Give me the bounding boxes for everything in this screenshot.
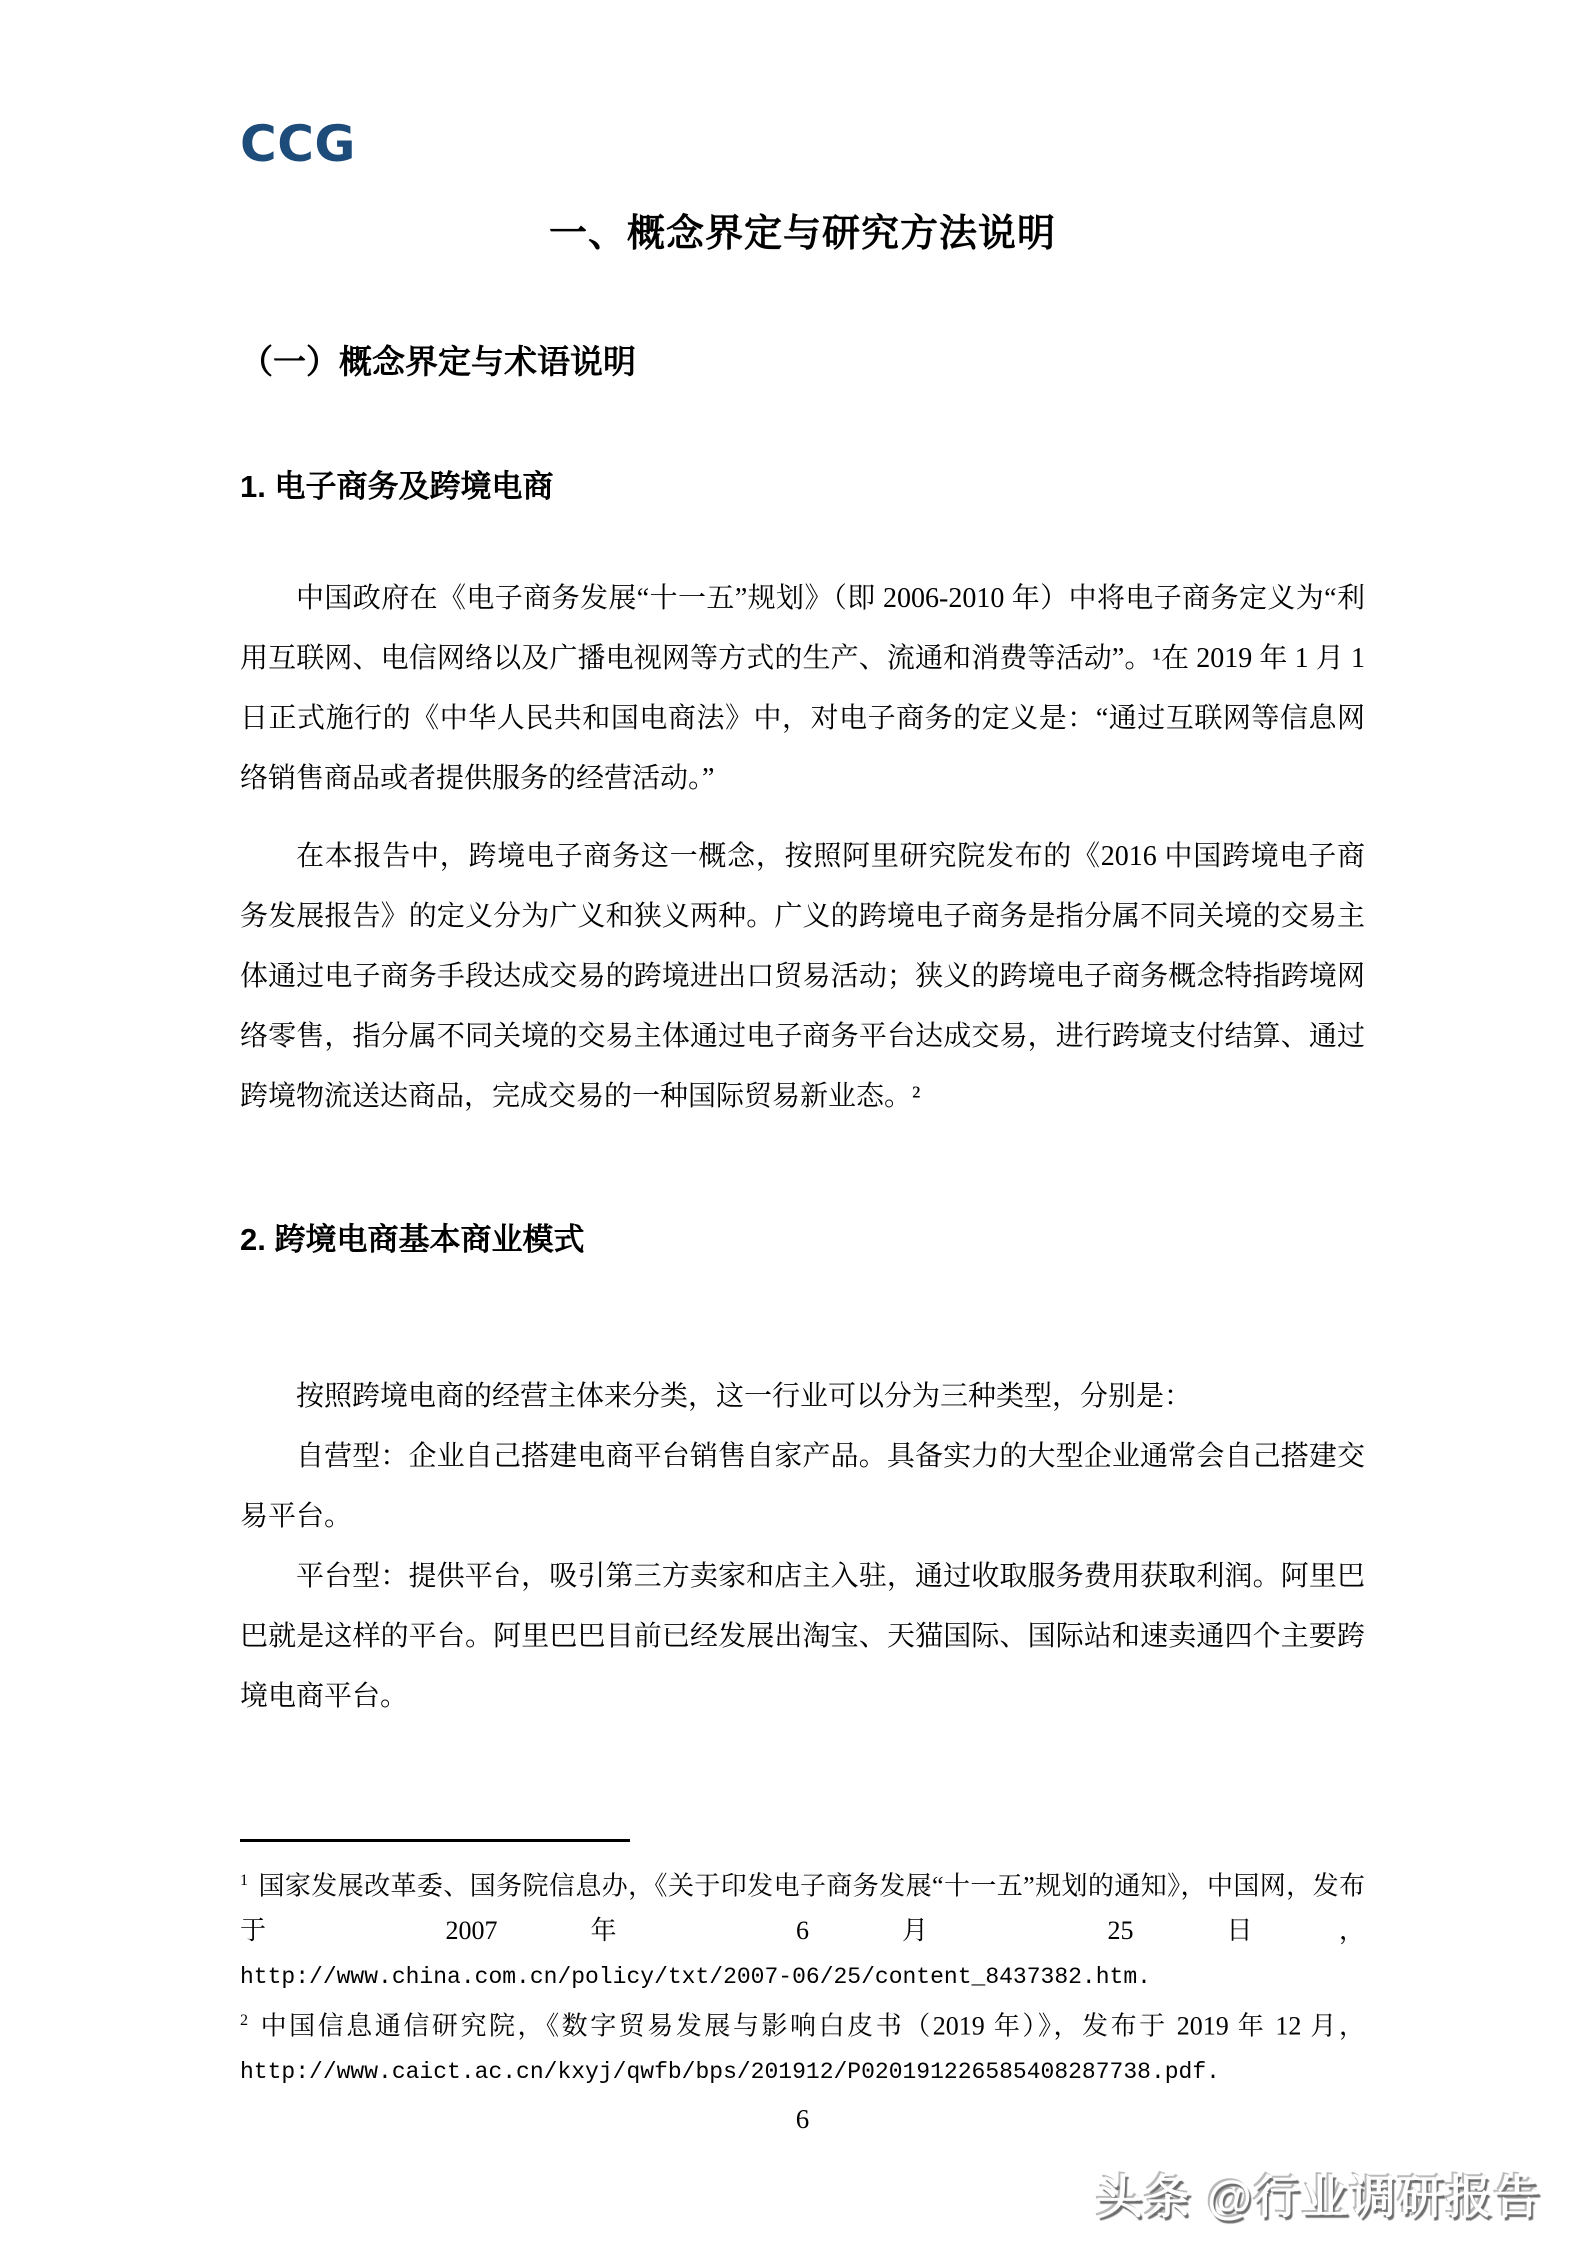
- footnote-2-url: http://www.caict.ac.cn/kxyj/qwfb/bps/201912/P020191226585408287738.pdf.: [240, 2059, 1220, 2086]
- subsection-1-heading: 1. 电子商务及跨境电商: [240, 469, 554, 504]
- body-paragraph: 在本报告中，跨境电子商务这一概念，按照阿里研究院发布的《2016 中国跨境电子商务发展报告》的定义分为广义和狭义两种。广义的跨境电子商务是指分属不同关境的交易主体通过电子商务手段达成交易的跨境进出口贸易活动；狭义的跨境电子商务概念特指跨境网络零售，指分属不同关境的交易主体通过电子商务平台达成交易，进行跨境支付结算、通过跨境物流送达商品，完成交易的一种国际贸易新业态。²: [240, 841, 1365, 1112]
- footnote-2-text: 中国信息通信研究院，《数字贸易发展与影响白皮书（2019 年）》，发布于 2019 年 12 月，: [258, 2011, 1365, 2041]
- body-paragraph: 平台型：提供平台，吸引第三方卖家和店主入驻，通过收取服务费用获取利润。阿里巴巴就是这样的平台。阿里巴巴目前已经发展出淘宝、天猫国际、国际站和速卖通四个主要跨境电商平台。: [240, 1561, 1365, 1712]
- body-paragraph: 自营型：企业自己搭建电商平台销售自家产品。具备实力的大型企业通常会自己搭建交易平台。: [240, 1441, 1365, 1532]
- page-content: [0, 116, 1586, 2135]
- section-1-heading: （一）概念界定与术语说明: [240, 343, 636, 380]
- document-title: 一、概念界定与研究方法说明: [548, 213, 1056, 255]
- page-number: 6: [795, 2104, 810, 2135]
- body-paragraph: 中国政府在《电子商务发展“十一五”规划》（即 2006-2010 年）中将电子商务定义为“利用互联网、电信网络以及广播电视网等方式的生产、流通和消费等活动”。¹在 2019 年 1 月 1 日正式施行的《中华人民共和国电商法》中，对电子商务的定义是：“通过互联网等信息网络销售商品或者提供服务的经营活动。”: [240, 583, 1365, 794]
- subsection-2-heading: 2. 跨境电商基本商业模式: [240, 1222, 585, 1257]
- footnote-2-marker: 2: [240, 2011, 249, 2029]
- ccg-logo: CCG: [240, 115, 356, 173]
- body-paragraph: 按照跨境电商的经营主体来分类，这一行业可以分为三种类型，分别是：: [296, 1381, 1193, 1412]
- footnote-separator: [240, 1839, 630, 1842]
- footnote-2: [240, 1999, 1365, 2095]
- footnotes-section: [240, 1839, 1365, 2094]
- footnote-1-text: 国家发展改革委、国务院信息办，《关于印发电子商务发展“十一五”规划的通知》，中国网，发布于 2007 年 6 月 25 日，: [240, 1871, 1365, 1945]
- footnote-1-marker: 1: [240, 1872, 249, 1889]
- toutiao-watermark: 头条 @行业调研报告: [1096, 2171, 1542, 2223]
- footnote-1-url: http://www.china.com.cn/policy/txt/2007-06/25/content_8437382.htm.: [240, 1963, 1151, 1990]
- footnote-1: [240, 1859, 1365, 1999]
